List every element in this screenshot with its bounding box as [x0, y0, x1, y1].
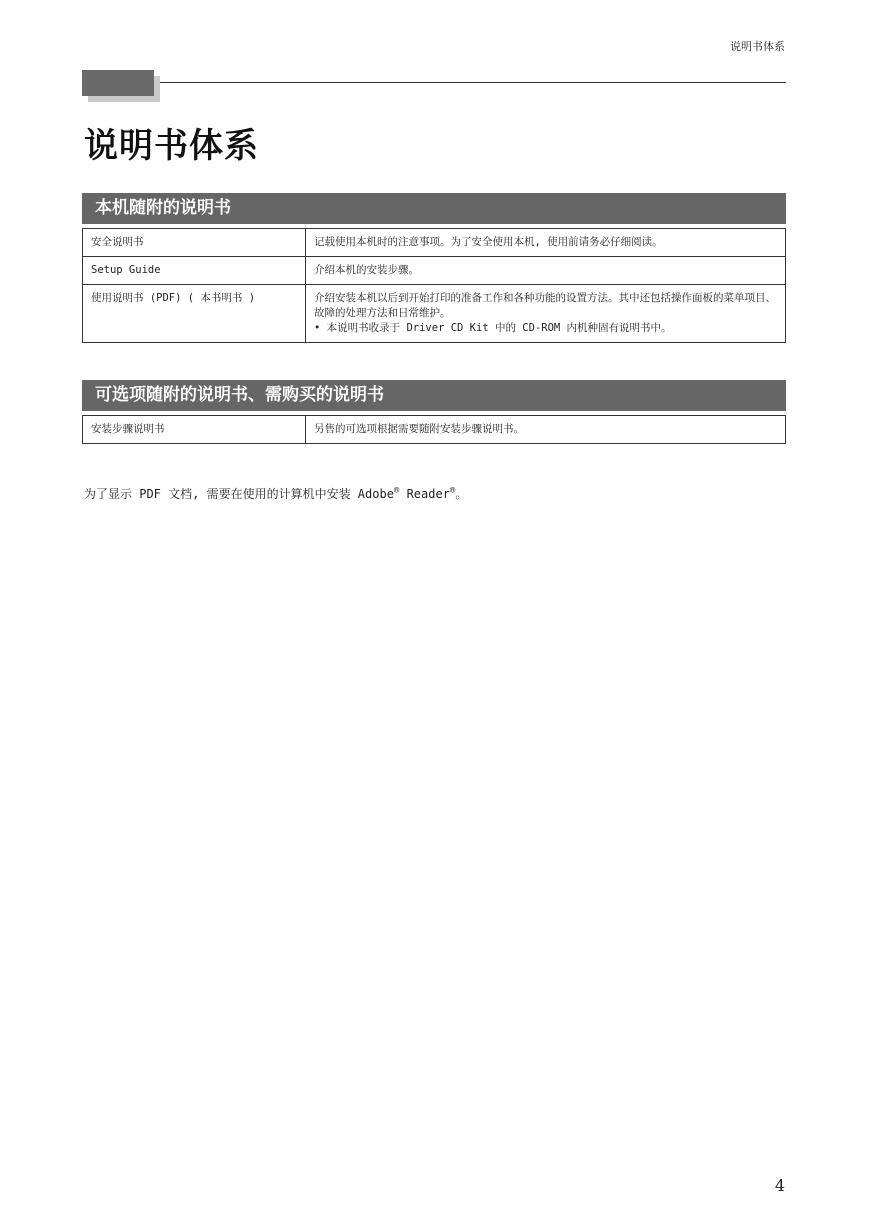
chapter-tab-marker [82, 70, 160, 102]
note-text: 。 [455, 487, 468, 501]
table-row [83, 229, 786, 257]
manual-name-cell: 使用说明书 (PDF) ( 本书明书 ) [83, 285, 306, 343]
manual-name-cell: 安装步骤说明书 [83, 416, 306, 444]
section-heading: 可选项随附的说明书、需购买的说明书 [82, 380, 786, 411]
table-row [83, 285, 786, 343]
registered-mark: ® [393, 486, 400, 496]
manual-description-line: 介绍本机的安装步骤。 [314, 264, 419, 276]
manual-description-line: 记载使用本机时的注意事项。为了安全使用本机, 使用前请务必仔细阅读。 [314, 236, 663, 248]
manual-description-line: 介绍安装本机以后到开始打印的准备工作和各种功能的设置方法。其中还包括操作面板的菜单项目、故障的处理方法和日常维护。 [314, 292, 776, 319]
manual-description-cell [306, 285, 786, 343]
manual-description-line: 另售的可选项根据需要随附安装步骤说明书。 [314, 423, 524, 435]
manual-description-cell [306, 257, 786, 285]
table-row [83, 257, 786, 285]
manuals-table [82, 228, 786, 343]
manual-name-cell: 安全说明书 [83, 229, 306, 257]
page-number: 4 [774, 1176, 785, 1195]
section-heading: 本机随附的说明书 [82, 193, 786, 224]
header-rule [160, 82, 786, 83]
note-text: 为了显示 PDF 文档, 需要在使用的计算机中安装 Adobe [84, 487, 394, 501]
manuals-table [82, 415, 786, 444]
manual-name-cell: Setup Guide [83, 257, 306, 285]
running-header: 说明书体系 [730, 40, 785, 53]
section-included-manuals [82, 193, 786, 343]
manual-description-note: • 本说明书收录于 Driver CD Kit 中的 CD-ROM 内机种固有说明书中。 [314, 322, 672, 334]
chapter-tab-front [82, 70, 154, 96]
note-text: Reader [399, 487, 450, 501]
pdf-reader-note [84, 485, 467, 502]
manual-description-cell [306, 229, 786, 257]
section-optional-manuals [82, 380, 786, 444]
page-title: 说明书体系 [84, 126, 259, 166]
table-row [83, 416, 786, 444]
manual-description-cell [306, 416, 786, 444]
registered-mark: ® [449, 486, 456, 496]
